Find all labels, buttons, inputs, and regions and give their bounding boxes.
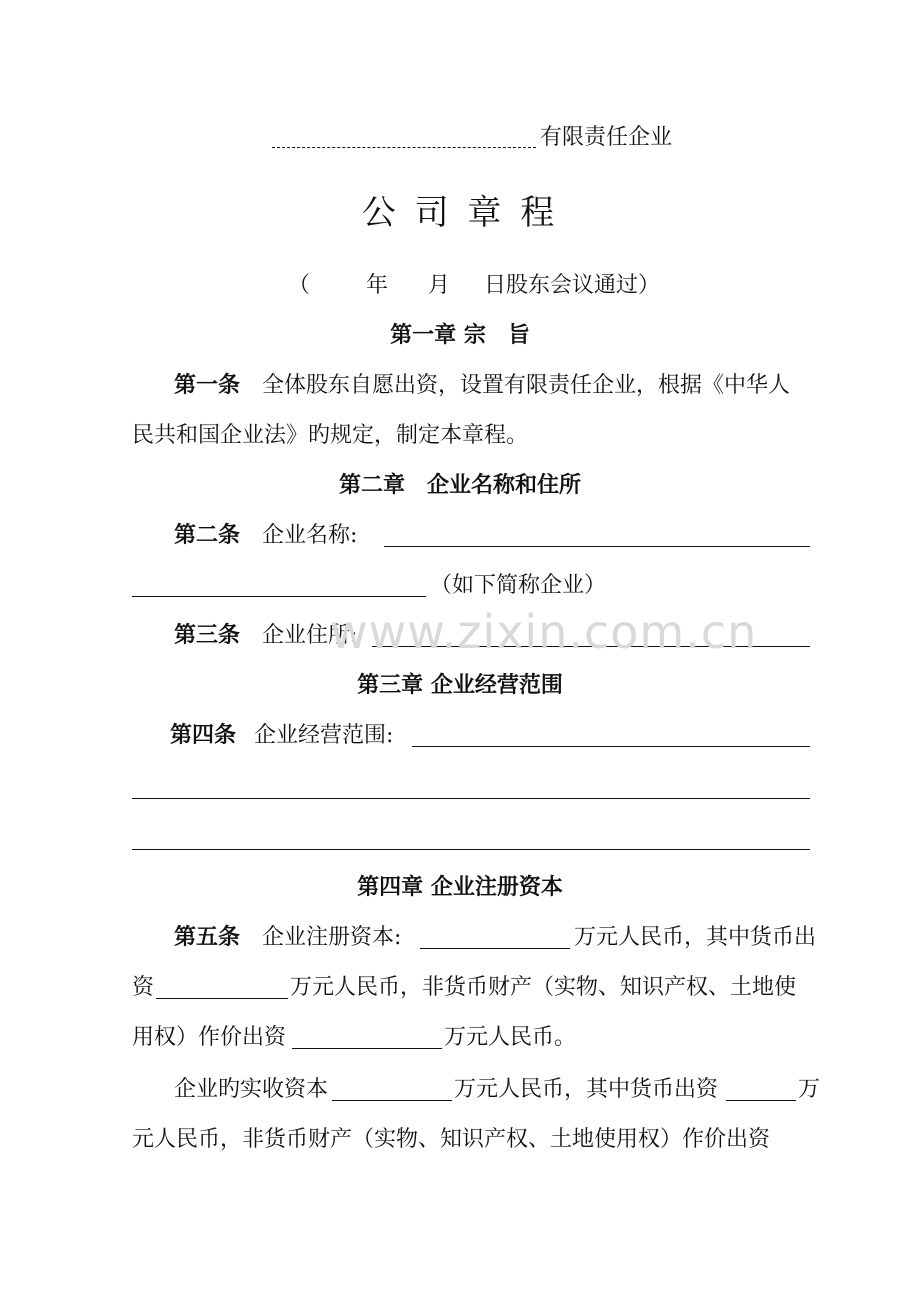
article4-line xyxy=(0,716,920,756)
article5-part2: 资 xyxy=(132,975,155,1000)
article5-part5: 万元人民币。 xyxy=(444,1025,577,1050)
subtitle-day-text: 日股东会议通过） xyxy=(484,273,661,298)
article4-label: 第四条 xyxy=(170,723,237,748)
article1-text-line2: 民共和国企业法》旳规定，制定本章程。 xyxy=(132,423,529,448)
chapter2-heading: 第二章 企业名称和住所 xyxy=(338,473,581,498)
paid-capital-line2-text: 元人民币，非货币财产（实物、知识产权、土地使用权）作价出资 xyxy=(132,1127,771,1152)
article5-part1: 万元人民币，其中货币出 xyxy=(574,925,817,950)
article5-line1 xyxy=(0,918,920,958)
article4-text: 企业经营范围: xyxy=(254,723,394,748)
chapter3-heading: 第三章 企业经营范围 xyxy=(357,673,563,698)
noncash-contribution-field[interactable] xyxy=(292,1048,442,1049)
article5-line2 xyxy=(0,968,920,1008)
chapter1-heading: 第一章 宗 旨 xyxy=(390,323,530,348)
company-suffix: 有限责任企业 xyxy=(540,125,673,150)
article5-part3: 万元人民币，非货币财产（实物、知识产权、土地使 xyxy=(290,975,797,1000)
article2-line1 xyxy=(0,516,920,556)
paid-capital-line2 xyxy=(0,1120,920,1160)
paid-capital-part2: 万元人民币，其中货币出资 xyxy=(454,1077,719,1102)
article3-label: 第三条 xyxy=(174,623,241,648)
company-name-field-continued[interactable] xyxy=(132,596,426,597)
subtitle-year: 年 xyxy=(366,273,389,298)
article3-text: 企业住所: xyxy=(262,623,358,648)
business-scope-field-line2[interactable] xyxy=(132,798,810,799)
company-name-blank xyxy=(272,147,536,148)
company-name-field[interactable] xyxy=(384,546,810,547)
paid-capital-field[interactable] xyxy=(332,1100,452,1101)
subtitle-month: 月 xyxy=(428,273,451,298)
subtitle-open-paren: （ xyxy=(288,273,311,298)
article1-line1 xyxy=(0,366,920,406)
paid-capital-part1: 企业旳实收资本 xyxy=(174,1077,329,1102)
company-name-header xyxy=(0,118,920,158)
cash-contribution-field[interactable] xyxy=(156,998,288,999)
article2-label: 第二条 xyxy=(174,523,241,548)
article5-text: 企业注册资本: xyxy=(262,925,402,950)
adoption-date-line xyxy=(0,266,920,306)
watermark: www.zixin.com.cn xyxy=(330,605,758,659)
article2-suffix: （如下简称企业） xyxy=(430,573,607,598)
article1-line2 xyxy=(0,416,920,456)
document-title: 公 司 章 程 xyxy=(361,193,559,233)
registered-capital-field[interactable] xyxy=(420,948,570,949)
article2-line2 xyxy=(0,566,920,606)
business-scope-field[interactable] xyxy=(412,746,810,747)
paid-capital-part3: 万 xyxy=(798,1077,821,1102)
paid-capital-line1 xyxy=(0,1070,920,1110)
article5-label: 第五条 xyxy=(174,925,241,950)
chapter4-heading: 第四章 企业注册资本 xyxy=(357,875,563,900)
paid-cash-field[interactable] xyxy=(726,1100,796,1101)
article1-label: 第一条 xyxy=(174,373,241,398)
article2-text: 企业名称: xyxy=(262,523,358,548)
article5-line3 xyxy=(0,1018,920,1058)
business-scope-field-line3[interactable] xyxy=(132,849,810,850)
article5-part4: 用权）作价出资 xyxy=(132,1025,287,1050)
article1-text-line1: 全体股东自愿出资，设置有限责任企业，根据《中华人 xyxy=(262,373,791,398)
